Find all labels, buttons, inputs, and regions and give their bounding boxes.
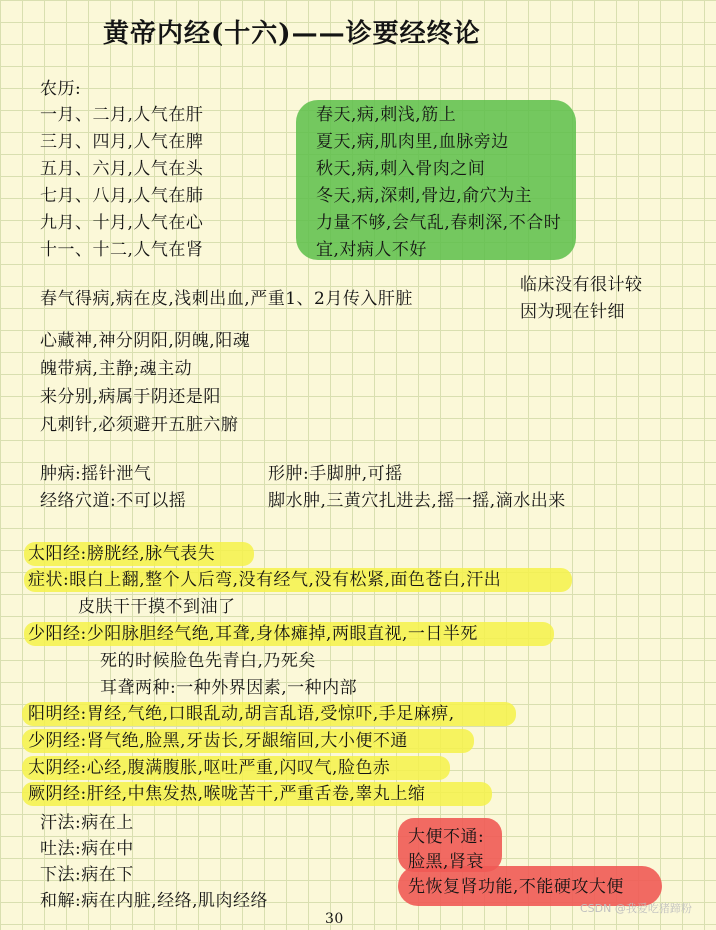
spring-line: 春气得病,病在皮,浅刺出血,严重1、2月传入肝脏	[40, 289, 413, 309]
month-line: 十一、十二,人气在肾	[40, 240, 204, 260]
needling-line: 脚水肿,三黄穴扎进去,摇一摇,滴水出来	[268, 491, 566, 511]
meridian-line: 少阳经:少阳脉胆经气绝,耳聋,身体瘫掉,两眼直视,一日半死	[28, 624, 478, 644]
meridian-line: 太阴经:心经,腹满腹胀,呕吐严重,闪叹气,脸色赤	[28, 758, 391, 778]
clinical-note: 临床没有很计较	[520, 275, 643, 295]
meridian-line: 阳明经:胃经,气绝,口眼乱动,胡言乱语,受惊吓,手足麻痹,	[28, 704, 455, 724]
month-line: 九月、十月,人气在心	[40, 213, 204, 233]
needling-line: 形肿:手脚肿,可摇	[268, 464, 403, 484]
meridian-line: 太阳经:膀胱经,脉气表失	[28, 544, 216, 564]
watermark: CSDN @我爱吃猪蹄粉	[580, 902, 692, 915]
red-note-line: 先恢复肾功能,不能硬攻大便	[408, 877, 624, 897]
red-note-line: 脸黑,肾衰	[408, 852, 484, 872]
season-line: 冬天,病,深刺,骨边,俞穴为主	[316, 186, 533, 206]
needling-line: 肿病:摇针泄气	[40, 464, 152, 484]
meridian-line: 少阴经:肾气绝,脸黑,牙齿长,牙龈缩回,大小便不通	[28, 731, 408, 751]
method-line: 下法:病在下	[40, 865, 134, 885]
meridian-line: 死的时候脸色先青白,乃死矣	[100, 651, 316, 671]
month-line: 七月、八月,人气在肺	[40, 186, 204, 206]
spirit-line: 凡刺针,必须避开五脏六腑	[40, 415, 239, 435]
season-line: 春天,病,刺浅,筋上	[316, 105, 457, 125]
season-line: 秋天,病,刺入骨肉之间	[316, 159, 486, 179]
meridian-line: 皮肤干干摸不到油了	[78, 597, 236, 617]
meridian-line: 厥阴经:肝经,中焦发热,喉咙苦干,严重舌卷,睾丸上缩	[28, 784, 426, 804]
page-number: 30	[325, 911, 344, 927]
spirit-line: 魄带病,主静;魂主动	[40, 359, 193, 379]
spirit-line: 心藏神,神分阴阳,阴魄,阳魂	[40, 331, 251, 351]
season-line: 宜,对病人不好	[316, 240, 427, 260]
red-note-line: 大便不通:	[408, 827, 485, 847]
needling-line: 经络穴道:不可以摇	[40, 491, 187, 511]
month-line: 一月、二月,人气在肝	[40, 105, 204, 125]
season-line: 力量不够,会气乱,春刺深,不合时	[316, 213, 562, 233]
method-line: 吐法:病在中	[40, 839, 134, 859]
page-title: 黄帝内经(十六)——诊要经终论	[103, 19, 481, 49]
season-line: 夏天,病,肌肉里,血脉旁边	[316, 132, 509, 152]
meridian-line: 耳聋两种:一种外界因素,一种内部	[100, 678, 358, 698]
clinical-note: 因为现在针细	[520, 302, 625, 322]
meridian-line: 症状:眼白上翻,整个人后弯,没有经气,没有松紧,面色苍白,汗出	[28, 570, 502, 590]
month-line: 三月、四月,人气在脾	[40, 132, 204, 152]
month-line: 五月、六月,人气在头	[40, 159, 204, 179]
method-line: 和解:病在内脏,经络,肌肉经络	[40, 891, 269, 911]
method-line: 汗法:病在上	[40, 813, 134, 833]
calendar-label: 农历:	[40, 79, 82, 99]
spirit-line: 来分别,病属于阴还是阳	[40, 387, 221, 407]
